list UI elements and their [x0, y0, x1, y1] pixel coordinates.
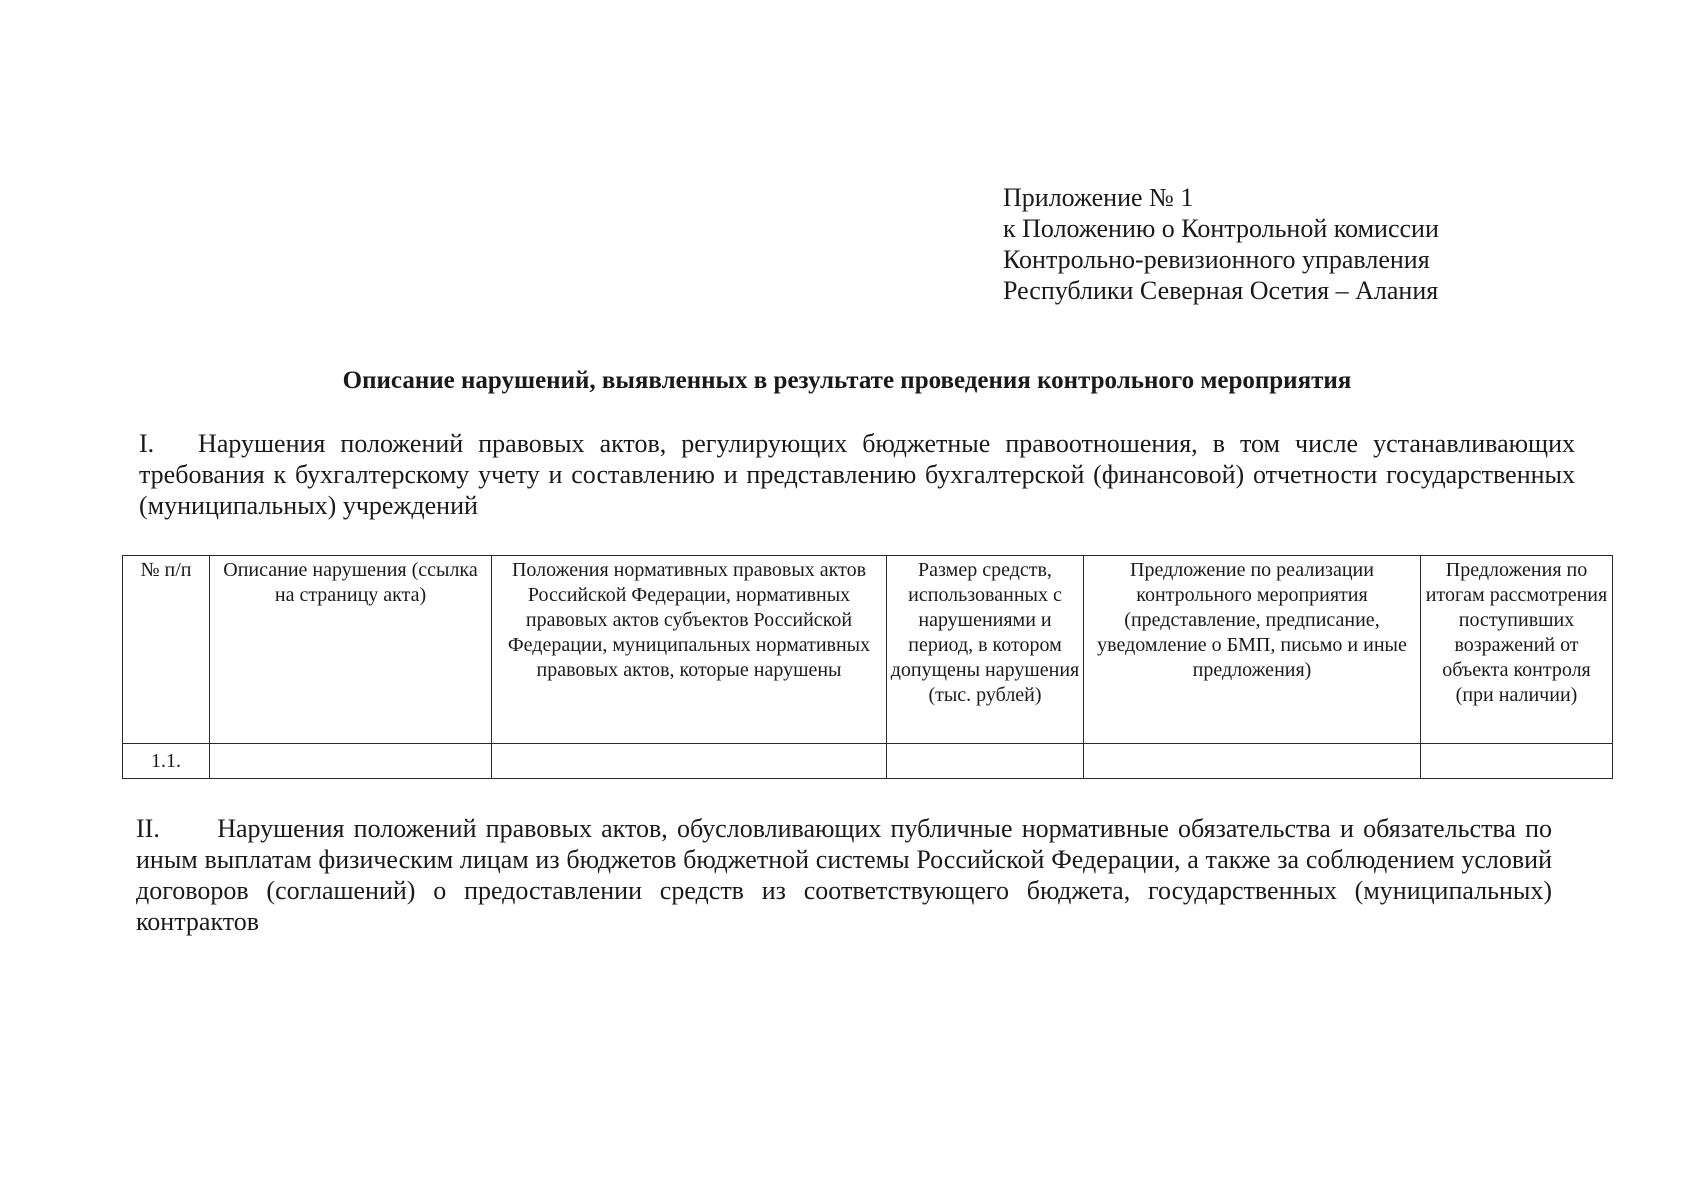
header-amount: Размер средств, использованных с нарушениями и период, в котором допущены нарушения (тыс. рублей)	[887, 556, 1084, 744]
header-proposal: Предложение по реализации контрольного мероприятия (представление, предписание, уведомление о БМП, письмо и иные предложения)	[1084, 556, 1421, 744]
table-cell	[1084, 744, 1421, 779]
annex-line: Контрольно-ревизионного управления	[1003, 245, 1430, 274]
section-1-text: Нарушения положений правовых актов, регулирующих бюджетные правоотношения, в том числе устанавливающих требования к бухгалтерскому учету и составлению и представлению бухгалтерской (финансовой) отчетности государственных (муниципальных) учреждений	[139, 429, 1575, 520]
table-cell	[210, 744, 492, 779]
header-violated-acts: Положения нормативных правовых актов Российской Федерации, нормативных правовых актов субъектов Российской Федерации, муниципальных нормативных правовых актов, которые нарушены	[492, 556, 887, 744]
header-objection-proposal: Предложения по итогам рассмотрения поступивших возражений от объекта контроля (при наличии)	[1421, 556, 1613, 744]
section-1-number: I.	[139, 429, 155, 458]
table-cell	[492, 744, 887, 779]
header-number: № п/п	[123, 556, 210, 744]
table-cell	[887, 744, 1084, 779]
table-header-row	[123, 556, 1613, 744]
table-row	[123, 744, 1613, 779]
section-2-text: Нарушения положений правовых актов, обусловливающих публичные нормативные обязательства и обязательства по иным выплатам физическим лицам из бюджетов бюджетной системы Российской Федерации, а также за соблюдением условий договоров (соглашений) о предоставлении средств из соответствующего бюджета, государственных (муниципальных) контрактов	[136, 814, 1552, 936]
annex-line: Приложение № 1	[1003, 183, 1194, 212]
annex-block	[1003, 182, 1643, 306]
document-title: Описание нарушений, выявленных в результате проведения контрольного мероприятия	[342, 367, 1352, 394]
violations-table	[122, 555, 1613, 779]
section-1-heading	[139, 428, 1575, 521]
section-2-heading	[136, 813, 1552, 937]
header-description: Описание нарушения (ссылка на страницу акта)	[210, 556, 492, 744]
annex-line: Республики Северная Осетия – Алания	[1003, 276, 1439, 305]
annex-line: к Положению о Контрольной комиссии	[1003, 214, 1439, 243]
table-cell	[1421, 744, 1613, 779]
table-cell: 1.1.	[123, 744, 210, 779]
section-2-number: II.	[136, 814, 160, 843]
